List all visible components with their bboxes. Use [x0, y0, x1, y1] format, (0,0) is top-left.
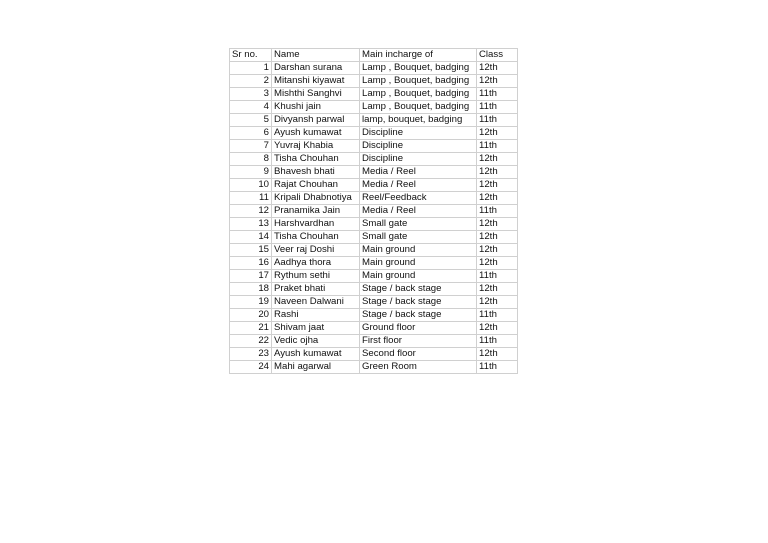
name-cell: Vedic ojha [272, 335, 360, 348]
class-cell: 12th [477, 322, 518, 335]
table-row [230, 335, 518, 348]
name-cell: Rythum sethi [272, 270, 360, 283]
sr-no-cell: 23 [230, 348, 272, 361]
incharge-cell: Green Room [360, 361, 477, 374]
class-cell: 11th [477, 114, 518, 127]
table-row [230, 244, 518, 257]
class-cell: 12th [477, 62, 518, 75]
sr-no-cell: 15 [230, 244, 272, 257]
table-row [230, 75, 518, 88]
name-cell: Mitanshi kiyawat [272, 75, 360, 88]
sr-no-cell: 16 [230, 257, 272, 270]
class-cell: 11th [477, 361, 518, 374]
name-cell: Shivam jaat [272, 322, 360, 335]
incharge-cell: lamp, bouquet, badging [360, 114, 477, 127]
sr-no-cell: 5 [230, 114, 272, 127]
incharge-cell: Small gate [360, 231, 477, 244]
class-cell: 12th [477, 283, 518, 296]
incharge-cell: Lamp , Bouquet, badging [360, 62, 477, 75]
incharge-cell: Discipline [360, 153, 477, 166]
table-row [230, 270, 518, 283]
table-row [230, 62, 518, 75]
incharge-cell: Stage / back stage [360, 283, 477, 296]
header-name: Name [272, 49, 360, 62]
name-cell: Naveen Dalwani [272, 296, 360, 309]
table-row [230, 140, 518, 153]
name-cell: Tisha Chouhan [272, 231, 360, 244]
incharge-cell: Main ground [360, 244, 477, 257]
class-cell: 12th [477, 153, 518, 166]
incharge-cell: Reel/Feedback [360, 192, 477, 205]
header-main-incharge: Main incharge of [360, 49, 477, 62]
class-cell: 11th [477, 101, 518, 114]
incharge-cell: Stage / back stage [360, 309, 477, 322]
header-class: Class [477, 49, 518, 62]
class-cell: 11th [477, 270, 518, 283]
incharge-cell: Main ground [360, 257, 477, 270]
name-cell: Mishthi Sanghvi [272, 88, 360, 101]
sr-no-cell: 12 [230, 205, 272, 218]
table-row [230, 296, 518, 309]
class-cell: 12th [477, 296, 518, 309]
incharge-cell: Stage / back stage [360, 296, 477, 309]
table-row [230, 218, 518, 231]
incharge-cell: Lamp , Bouquet, badging [360, 101, 477, 114]
table-row [230, 361, 518, 374]
table-row [230, 309, 518, 322]
class-cell: 12th [477, 348, 518, 361]
sr-no-cell: 3 [230, 88, 272, 101]
incharge-cell: Media / Reel [360, 179, 477, 192]
sr-no-cell: 11 [230, 192, 272, 205]
name-cell: Mahi agarwal [272, 361, 360, 374]
table-row [230, 101, 518, 114]
class-cell: 12th [477, 166, 518, 179]
name-cell: Yuvraj Khabia [272, 140, 360, 153]
name-cell: Rajat Chouhan [272, 179, 360, 192]
name-cell: Darshan surana [272, 62, 360, 75]
table-row [230, 205, 518, 218]
sr-no-cell: 21 [230, 322, 272, 335]
sr-no-cell: 18 [230, 283, 272, 296]
sr-no-cell: 13 [230, 218, 272, 231]
table-row [230, 153, 518, 166]
incharge-cell: Discipline [360, 127, 477, 140]
sr-no-cell: 10 [230, 179, 272, 192]
incharge-cell: First floor [360, 335, 477, 348]
sr-no-cell: 22 [230, 335, 272, 348]
sr-no-cell: 8 [230, 153, 272, 166]
table-row [230, 231, 518, 244]
table-row [230, 88, 518, 101]
class-cell: 11th [477, 335, 518, 348]
sr-no-cell: 14 [230, 231, 272, 244]
name-cell: Khushi jain [272, 101, 360, 114]
sr-no-cell: 1 [230, 62, 272, 75]
class-cell: 12th [477, 218, 518, 231]
sr-no-cell: 17 [230, 270, 272, 283]
incharge-cell: Media / Reel [360, 205, 477, 218]
table-row [230, 322, 518, 335]
name-cell: Harshvardhan [272, 218, 360, 231]
incharge-cell: Main ground [360, 270, 477, 283]
sr-no-cell: 19 [230, 296, 272, 309]
incharge-cell: Lamp , Bouquet, badging [360, 75, 477, 88]
class-cell: 12th [477, 244, 518, 257]
class-cell: 12th [477, 192, 518, 205]
sr-no-cell: 6 [230, 127, 272, 140]
name-cell: Ayush kumawat [272, 127, 360, 140]
class-cell: 12th [477, 179, 518, 192]
name-cell: Divyansh parwal [272, 114, 360, 127]
table-body [230, 62, 518, 374]
name-cell: Aadhya thora [272, 257, 360, 270]
incharge-cell: Lamp , Bouquet, badging [360, 88, 477, 101]
name-cell: Praket bhati [272, 283, 360, 296]
sr-no-cell: 7 [230, 140, 272, 153]
name-cell: Kripali Dhabnotiya [272, 192, 360, 205]
table-row [230, 257, 518, 270]
name-cell: Veer raj Doshi [272, 244, 360, 257]
class-cell: 12th [477, 75, 518, 88]
class-cell: 11th [477, 309, 518, 322]
table-row [230, 179, 518, 192]
class-cell: 12th [477, 127, 518, 140]
sr-no-cell: 20 [230, 309, 272, 322]
name-cell: Pranamika Jain [272, 205, 360, 218]
incharge-cell: Media / Reel [360, 166, 477, 179]
class-cell: 12th [477, 257, 518, 270]
table-row [230, 283, 518, 296]
table-row [230, 114, 518, 127]
name-cell: Tisha Chouhan [272, 153, 360, 166]
table-row [230, 192, 518, 205]
incharge-table [229, 48, 518, 374]
header-sr-no: Sr no. [230, 49, 272, 62]
incharge-cell: Discipline [360, 140, 477, 153]
name-cell: Ayush kumawat [272, 348, 360, 361]
class-cell: 12th [477, 231, 518, 244]
table-row [230, 166, 518, 179]
table-row [230, 348, 518, 361]
incharge-cell: Small gate [360, 218, 477, 231]
name-cell: Bhavesh bhati [272, 166, 360, 179]
header-row [230, 49, 518, 62]
sr-no-cell: 9 [230, 166, 272, 179]
sr-no-cell: 2 [230, 75, 272, 88]
class-cell: 11th [477, 140, 518, 153]
table-row [230, 127, 518, 140]
sr-no-cell: 4 [230, 101, 272, 114]
incharge-cell: Second floor [360, 348, 477, 361]
class-cell: 11th [477, 88, 518, 101]
incharge-cell: Ground floor [360, 322, 477, 335]
name-cell: Rashi [272, 309, 360, 322]
sr-no-cell: 24 [230, 361, 272, 374]
class-cell: 11th [477, 205, 518, 218]
